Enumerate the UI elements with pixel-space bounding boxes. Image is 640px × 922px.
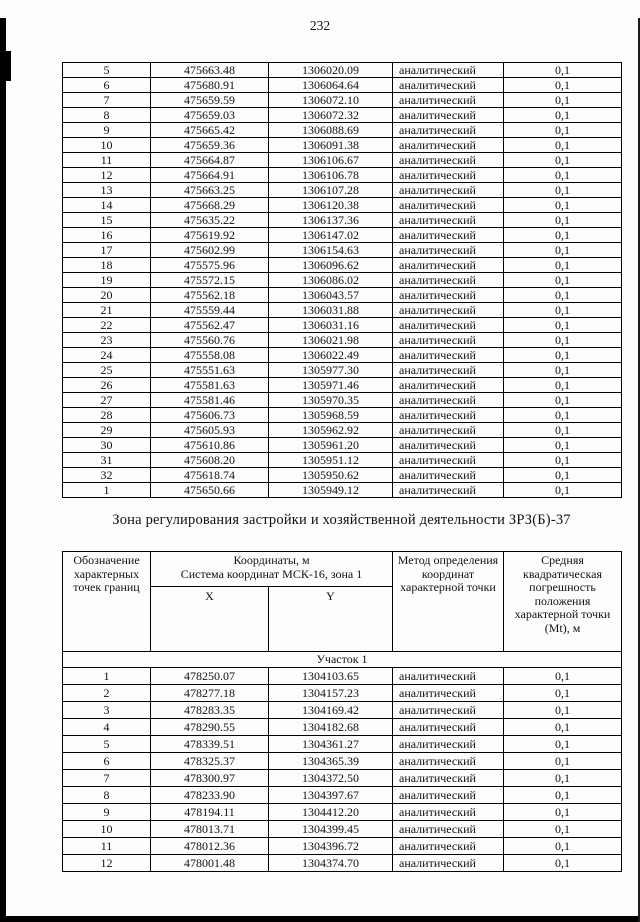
precision: 0,1 [504, 804, 622, 821]
coordinate-x: 475664.87 [151, 153, 269, 168]
coordinate-x: 475581.46 [151, 393, 269, 408]
table-row [63, 318, 622, 333]
precision: 0,1 [504, 243, 622, 258]
point-number: 32 [63, 468, 151, 483]
method: аналитический [393, 804, 504, 821]
coordinate-y: 1306106.78 [269, 168, 393, 183]
point-number: 25 [63, 363, 151, 378]
zrz-table-header [63, 552, 622, 668]
point-number: 17 [63, 243, 151, 258]
table-row [63, 288, 622, 303]
point-number: 7 [63, 770, 151, 787]
point-number: 12 [63, 855, 151, 872]
coordinate-x: 475551.63 [151, 363, 269, 378]
point-number: 6 [63, 753, 151, 770]
precision: 0,1 [504, 423, 622, 438]
table-row [63, 363, 622, 378]
point-number: 4 [63, 719, 151, 736]
table-row [63, 198, 622, 213]
method: аналитический [393, 838, 504, 855]
precision: 0,1 [504, 318, 622, 333]
point-number: 21 [63, 303, 151, 318]
point-number: 11 [63, 838, 151, 855]
coordinate-x: 478290.55 [151, 719, 269, 736]
method: аналитический [393, 348, 504, 363]
coordinate-x: 478001.48 [151, 855, 269, 872]
coordinate-x: 475663.48 [151, 63, 269, 78]
table-row [63, 736, 622, 753]
coordinate-y: 1306031.88 [269, 303, 393, 318]
section-row-uchastok-1: Участок 1 [63, 652, 622, 668]
coordinate-x: 475560.76 [151, 333, 269, 348]
coordinates-subtitle: Система координат МСК-16, зона 1 [180, 566, 363, 581]
precision: 0,1 [504, 753, 622, 770]
coordinate-x: 475559.44 [151, 303, 269, 318]
coordinate-y: 1306096.62 [269, 258, 393, 273]
precision: 0,1 [504, 303, 622, 318]
precision: 0,1 [504, 736, 622, 753]
point-number: 18 [63, 258, 151, 273]
precision: 0,1 [504, 78, 622, 93]
precision: 0,1 [504, 838, 622, 855]
table-row [63, 168, 622, 183]
table-row [63, 108, 622, 123]
coordinate-y: 1306021.98 [269, 333, 393, 348]
coordinate-x: 478233.90 [151, 787, 269, 804]
header-point-designation: Обозначение характерных точек границ [63, 552, 151, 652]
table-row [63, 855, 622, 872]
method: аналитический [393, 702, 504, 719]
precision: 0,1 [504, 483, 622, 498]
method: аналитический [393, 303, 504, 318]
coordinate-x: 475659.03 [151, 108, 269, 123]
table-row [63, 153, 622, 168]
coordinate-x: 475608.20 [151, 453, 269, 468]
table-row [63, 423, 622, 438]
coordinate-x: 475562.47 [151, 318, 269, 333]
precision: 0,1 [504, 453, 622, 468]
precision: 0,1 [504, 787, 622, 804]
method: аналитический [393, 243, 504, 258]
coordinate-y: 1306022.49 [269, 348, 393, 363]
table-row [63, 63, 622, 78]
method: аналитический [393, 378, 504, 393]
coordinate-y: 1305970.35 [269, 393, 393, 408]
point-number: 14 [63, 198, 151, 213]
table-row [63, 453, 622, 468]
method: аналитический [393, 228, 504, 243]
point-number: 13 [63, 183, 151, 198]
method: аналитический [393, 333, 504, 348]
method: аналитический [393, 855, 504, 872]
method: аналитический [393, 753, 504, 770]
coordinate-y: 1304374.70 [269, 855, 393, 872]
coordinate-x: 475602.99 [151, 243, 269, 258]
table-row [63, 821, 622, 838]
method: аналитический [393, 468, 504, 483]
method: аналитический [393, 273, 504, 288]
precision: 0,1 [504, 63, 622, 78]
precision: 0,1 [504, 333, 622, 348]
header-x-column: X [151, 587, 269, 652]
coordinate-y: 1306072.10 [269, 93, 393, 108]
precision: 0,1 [504, 719, 622, 736]
coordinate-y: 1306147.02 [269, 228, 393, 243]
table-row [63, 702, 622, 719]
coordinate-x: 478277.18 [151, 685, 269, 702]
precision: 0,1 [504, 93, 622, 108]
method: аналитический [393, 821, 504, 838]
coordinates-table-body [63, 63, 622, 498]
coordinate-x: 475680.91 [151, 78, 269, 93]
table-row [63, 258, 622, 273]
coordinate-y: 1306107.28 [269, 183, 393, 198]
coordinate-y: 1306154.63 [269, 243, 393, 258]
table-row [63, 838, 622, 855]
coordinate-x: 478194.11 [151, 804, 269, 821]
coordinate-y: 1304365.39 [269, 753, 393, 770]
coordinate-x: 475562.18 [151, 288, 269, 303]
table-row [63, 123, 622, 138]
table-row [63, 138, 622, 153]
point-number: 22 [63, 318, 151, 333]
precision: 0,1 [504, 668, 622, 685]
scan-edge-bottom [0, 916, 640, 922]
coordinate-x: 478012.36 [151, 838, 269, 855]
coordinate-y: 1305968.59 [269, 408, 393, 423]
coordinate-y: 1304169.42 [269, 702, 393, 719]
coordinates-title: Координаты, м [233, 553, 310, 567]
table-row [63, 804, 622, 821]
method: аналитический [393, 393, 504, 408]
table-row [63, 243, 622, 258]
zrz-table-body [63, 668, 622, 872]
coordinate-x: 478300.97 [151, 770, 269, 787]
coordinate-y: 1304397.67 [269, 787, 393, 804]
table-row [63, 378, 622, 393]
coordinate-y: 1305962.92 [269, 423, 393, 438]
precision: 0,1 [504, 153, 622, 168]
page-number: 232 [309, 18, 331, 33]
coordinate-y: 1304361.27 [269, 736, 393, 753]
coordinate-y: 1305971.46 [269, 378, 393, 393]
point-number: 9 [63, 123, 151, 138]
method: аналитический [393, 168, 504, 183]
precision: 0,1 [504, 393, 622, 408]
header-y-column: Y [269, 587, 393, 652]
point-number: 24 [63, 348, 151, 363]
coordinate-x: 475650.66 [151, 483, 269, 498]
point-number: 30 [63, 438, 151, 453]
precision: 0,1 [504, 258, 622, 273]
section-title: Зона регулирования застройки и хозяйственной деятельности ЗРЗ(Б)-37 [112, 512, 571, 528]
method: аналитический [393, 198, 504, 213]
coordinate-x: 475606.73 [151, 408, 269, 423]
precision: 0,1 [504, 438, 622, 453]
method: аналитический [393, 719, 504, 736]
method: аналитический [393, 153, 504, 168]
precision: 0,1 [504, 770, 622, 787]
precision: 0,1 [504, 288, 622, 303]
method: аналитический [393, 438, 504, 453]
table-row [63, 438, 622, 453]
coordinate-y: 1304399.45 [269, 821, 393, 838]
coordinate-y: 1306106.67 [269, 153, 393, 168]
coordinate-x: 475635.22 [151, 213, 269, 228]
point-number: 28 [63, 408, 151, 423]
table-row [63, 273, 622, 288]
coordinate-x: 475618.74 [151, 468, 269, 483]
coordinate-x: 475663.25 [151, 183, 269, 198]
point-number: 8 [63, 787, 151, 804]
coordinate-y: 1306091.38 [269, 138, 393, 153]
table-row [63, 787, 622, 804]
method: аналитический [393, 258, 504, 273]
method: аналитический [393, 423, 504, 438]
zrz-b-37-table [62, 551, 622, 872]
coordinate-y: 1306064.64 [269, 78, 393, 93]
coordinate-y: 1306088.69 [269, 123, 393, 138]
point-number: 11 [63, 153, 151, 168]
coordinate-y: 1306086.02 [269, 273, 393, 288]
method: аналитический [393, 787, 504, 804]
table-row [63, 333, 622, 348]
point-number: 16 [63, 228, 151, 243]
method: аналитический [393, 685, 504, 702]
method: аналитический [393, 408, 504, 423]
point-number: 3 [63, 702, 151, 719]
point-number: 5 [63, 736, 151, 753]
method: аналитический [393, 288, 504, 303]
point-number: 9 [63, 804, 151, 821]
point-number: 15 [63, 213, 151, 228]
coordinate-x: 475659.36 [151, 138, 269, 153]
table-row [63, 213, 622, 228]
precision: 0,1 [504, 108, 622, 123]
precision: 0,1 [504, 363, 622, 378]
coordinate-x: 475610.86 [151, 438, 269, 453]
point-number: 8 [63, 108, 151, 123]
table-row [63, 719, 622, 736]
precision: 0,1 [504, 273, 622, 288]
coordinate-y: 1306137.36 [269, 213, 393, 228]
coordinate-x: 478250.07 [151, 668, 269, 685]
precision: 0,1 [504, 168, 622, 183]
coordinate-x: 475581.63 [151, 378, 269, 393]
precision: 0,1 [504, 228, 622, 243]
method: аналитический [393, 93, 504, 108]
coordinate-y: 1304103.65 [269, 668, 393, 685]
scan-edge-notch [0, 51, 11, 81]
table-row [63, 468, 622, 483]
coordinate-y: 1306020.09 [269, 63, 393, 78]
table-row [63, 408, 622, 423]
point-number: 19 [63, 273, 151, 288]
table-row [63, 483, 622, 498]
point-number: 1 [63, 483, 151, 498]
point-number: 26 [63, 378, 151, 393]
coordinate-y: 1304182.68 [269, 719, 393, 736]
precision: 0,1 [504, 138, 622, 153]
header-coordinates [151, 552, 393, 587]
coordinate-x: 475572.15 [151, 273, 269, 288]
precision: 0,1 [504, 378, 622, 393]
coordinate-x: 475575.96 [151, 258, 269, 273]
point-number: 12 [63, 168, 151, 183]
coordinate-y: 1305950.62 [269, 468, 393, 483]
precision: 0,1 [504, 821, 622, 838]
point-number: 5 [63, 63, 151, 78]
coordinate-x: 475668.29 [151, 198, 269, 213]
table-row [63, 393, 622, 408]
point-number: 2 [63, 685, 151, 702]
coordinate-y: 1305949.12 [269, 483, 393, 498]
precision: 0,1 [504, 123, 622, 138]
method: аналитический [393, 453, 504, 468]
point-number: 20 [63, 288, 151, 303]
precision: 0,1 [504, 468, 622, 483]
table-row [63, 303, 622, 318]
table-row [63, 753, 622, 770]
point-number: 23 [63, 333, 151, 348]
table-row [63, 183, 622, 198]
coordinate-y: 1304157.23 [269, 685, 393, 702]
coordinate-x: 475665.42 [151, 123, 269, 138]
table-row [63, 348, 622, 363]
point-number: 10 [63, 138, 151, 153]
table-row [63, 685, 622, 702]
table-row [63, 668, 622, 685]
precision: 0,1 [504, 685, 622, 702]
coordinate-y: 1306043.57 [269, 288, 393, 303]
coordinate-x: 475664.91 [151, 168, 269, 183]
coordinate-x: 478339.51 [151, 736, 269, 753]
precision: 0,1 [504, 183, 622, 198]
precision: 0,1 [504, 702, 622, 719]
coordinate-x: 475619.92 [151, 228, 269, 243]
method: аналитический [393, 123, 504, 138]
header-method: Метод определения координат характерной точки [393, 552, 504, 652]
point-number: 1 [63, 668, 151, 685]
table-row [63, 93, 622, 108]
coordinate-y: 1304412.20 [269, 804, 393, 821]
precision: 0,1 [504, 348, 622, 363]
table-row [63, 770, 622, 787]
point-number: 27 [63, 393, 151, 408]
point-number: 29 [63, 423, 151, 438]
coordinate-x: 475605.93 [151, 423, 269, 438]
coordinates-table-continuation [62, 62, 622, 498]
method: аналитический [393, 770, 504, 787]
precision: 0,1 [504, 408, 622, 423]
precision: 0,1 [504, 198, 622, 213]
header-precision: Средняя квадратическая погрешность положения характерной точки (Mt), м [504, 552, 622, 652]
method: аналитический [393, 483, 504, 498]
method: аналитический [393, 318, 504, 333]
point-number: 10 [63, 821, 151, 838]
coordinate-x: 475558.08 [151, 348, 269, 363]
method: аналитический [393, 138, 504, 153]
coordinate-y: 1305961.20 [269, 438, 393, 453]
method: аналитический [393, 78, 504, 93]
method: аналитический [393, 63, 504, 78]
coordinate-y: 1304372.50 [269, 770, 393, 787]
table-row [63, 78, 622, 93]
coordinate-y: 1306031.16 [269, 318, 393, 333]
precision: 0,1 [504, 855, 622, 872]
coordinate-y: 1304396.72 [269, 838, 393, 855]
coordinate-y: 1305951.12 [269, 453, 393, 468]
method: аналитический [393, 668, 504, 685]
method: аналитический [393, 183, 504, 198]
coordinate-x: 478283.35 [151, 702, 269, 719]
precision: 0,1 [504, 213, 622, 228]
method: аналитический [393, 363, 504, 378]
coordinate-x: 478325.37 [151, 753, 269, 770]
table-row [63, 228, 622, 243]
point-number: 7 [63, 93, 151, 108]
coordinate-y: 1306120.38 [269, 198, 393, 213]
point-number: 6 [63, 78, 151, 93]
method: аналитический [393, 108, 504, 123]
coordinate-x: 475659.59 [151, 93, 269, 108]
scan-edge-left [0, 18, 6, 922]
coordinate-y: 1305977.30 [269, 363, 393, 378]
point-number: 31 [63, 453, 151, 468]
coordinate-y: 1306072.32 [269, 108, 393, 123]
method: аналитический [393, 736, 504, 753]
method: аналитический [393, 213, 504, 228]
coordinate-x: 478013.71 [151, 821, 269, 838]
